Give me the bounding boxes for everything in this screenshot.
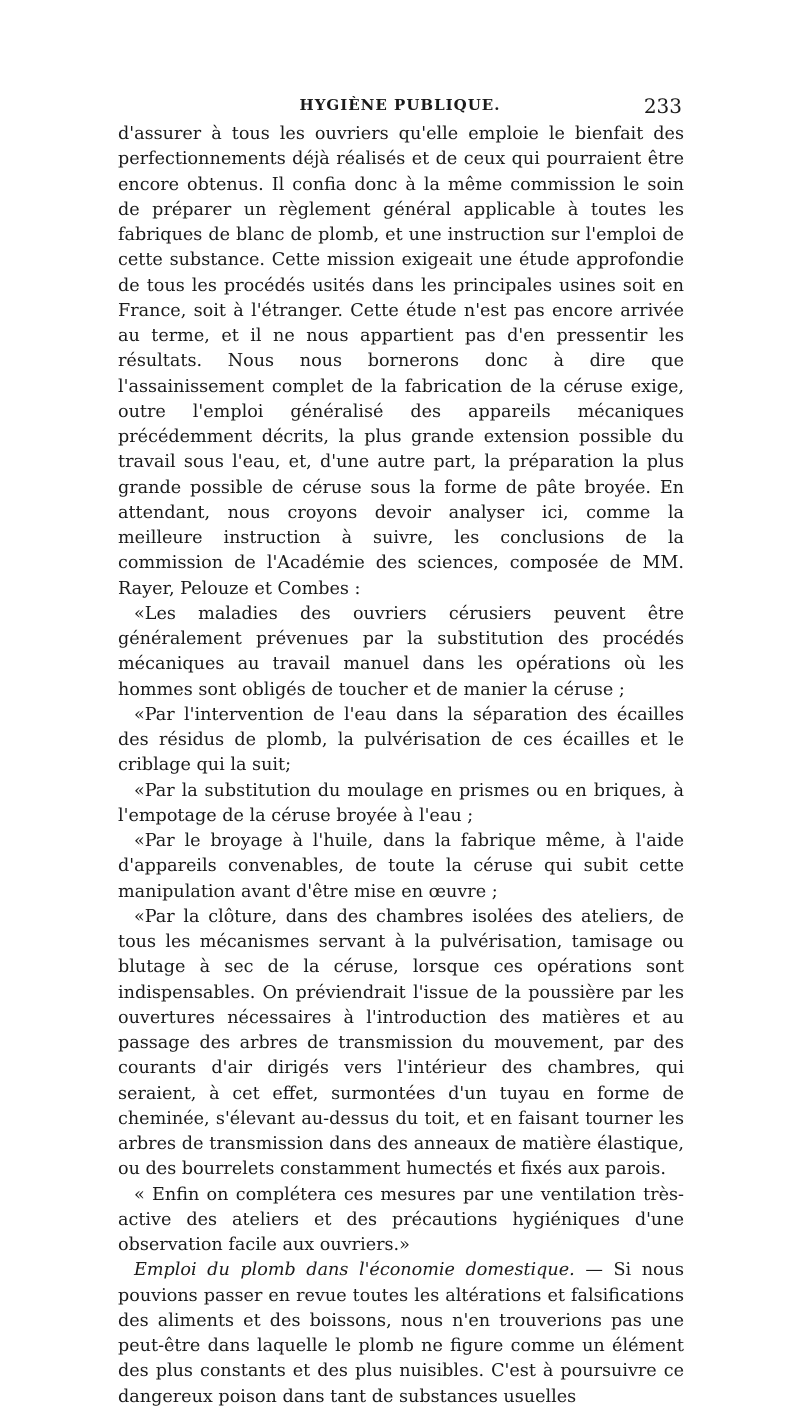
page-number: 233 xyxy=(643,94,682,118)
running-title: HYGIÈNE PUBLIQUE. xyxy=(299,96,501,114)
paragraph: « Enfin on complétera ces mesures par une ventilation très-active des ateliers et des précautions hygiéniques d'une observation facile aux ouvriers.» xyxy=(118,1184,684,1255)
body-text xyxy=(118,122,684,1410)
paragraph: «Par la clôture, dans des chambres isolées des ateliers, de tous les mécanismes servant à la pulvérisation, tamisage ou blutage à sec de la céruse, lorsque ces opérations sont indispensables. On préviendrait l'issue de la poussière par les ouvertures nécessaires à l'introduction des matières et au passage des arbres de transmission du mouvement, par des courants d'air dirigés vers l'intérieur des chambres, qui seraient, à cet effet, surmontées d'un tuyau en forme de cheminée, s'élevant au-dessus du toit, et en faisant tourner les arbres de transmission dans des anneaux de matière élastique, ou des bourrelets constamment humectés et fixés aux parois. xyxy=(118,906,684,1180)
section-paragraph xyxy=(118,1258,684,1410)
section-heading: Emploi du plomb dans l'économie domestique. xyxy=(134,1260,575,1281)
section-dash: — xyxy=(574,1260,614,1281)
paragraph: d'assurer à tous les ouvriers qu'elle emploie le bienfait des perfectionnements déjà réalisés et de ceux qui pourraient être encore obtenus. Il confia donc à la même commission le soin de préparer un règlement général applicable à toutes les fabriques de blanc de plomb, et une instruction sur l'emploi de cette substance. Cette mission exigeait une étude approfondie de tous les procédés usités dans les principales usines soit en France, soit à l'étranger. Cette étude n'est pas encore arrivée au terme, et il ne nous appartient pas d'en pressentir les résultats. Nous nous bornerons donc à dire que l'assainissement complet de la fabrication de la céruse exige, outre l'emploi généralisé des appareils mécaniques précédemment décrits, la plus grande extension possible du travail sous l'eau, et, d'une autre part, la préparation la plus grande possible de céruse sous la forme de pâte broyée. En attendant, nous croyons devoir analyser ici, comme la meilleure instruction à suivre, les conclusions de la commission de l'Académie des sciences, composée de MM. Rayer, Pelouze et Combes : xyxy=(118,124,684,599)
paragraph: «Par l'intervention de l'eau dans la séparation des écailles des résidus de plomb, la pulvérisation de ces écailles et le criblage qui la suit; xyxy=(118,704,684,776)
paragraph: «Par le broyage à l'huile, dans la fabrique même, à l'aide d'appareils convenables, de toute la céruse qui subit cette manipulation avant d'être mise en œuvre ; xyxy=(118,831,684,902)
paragraph: «Par la substitution du moulage en prismes ou en briques, à l'empotage de la céruse broyée à l'eau ; xyxy=(118,780,684,826)
section-text: Si nous pouvions passer en revue toutes les altérations et falsifications des aliments et des boissons, nous n'en trouverions pas une peut-être dans laquelle le plomb ne figure comme un élément des plus constants et des plus nuisibles. C'est à poursuivre ce dangereux poison dans tant de substances usuelles xyxy=(118,1260,684,1407)
paragraph: «Les maladies des ouvriers cérusiers peuvent être généralement prévenues par la substitution des procédés mécaniques au travail manuel dans les opérations où les hommes sont obligés de toucher et de manier la céruse ; xyxy=(118,603,684,700)
running-head xyxy=(118,94,682,118)
